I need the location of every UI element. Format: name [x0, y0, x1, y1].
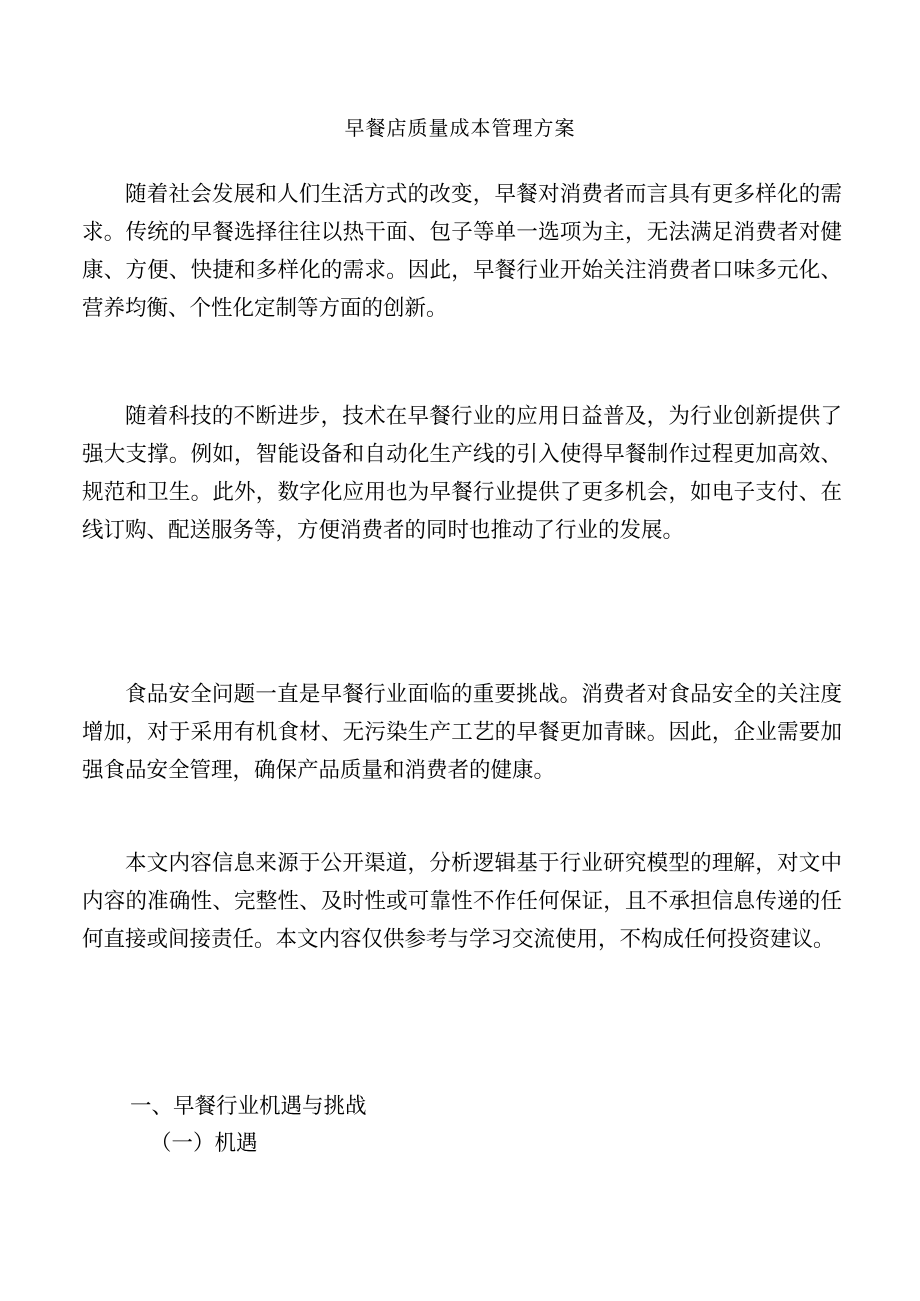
paragraph-food-safety: 食品安全问题一直是早餐行业面临的重要挑战。消费者对食品安全的关注度增加，对于采用有机食材、无污染生产工艺的早餐更加青睐。因此，企业需要加强食品安全管理，确保产品质量和消费者的健康。: [82, 682, 842, 783]
subsection-heading: （一）机遇: [150, 1131, 258, 1156]
paragraph-disclaimer: 本文内容信息来源于公开渠道，分析逻辑基于行业研究模型的理解，对文中内容的准确性、完整性、及时性或可靠性不作任何保证，且不承担信息传递的任何直接或间接责任。本文内容仅供参考与学习交流使用，不构成任何投资建议。: [82, 851, 842, 952]
paragraph-industry-demand: 随着社会发展和人们生活方式的改变，早餐对消费者而言具有更多样化的需求。传统的早餐选择往往以热干面、包子等单一选项为主，无法满足消费者对健康、方便、快捷和多样化的需求。因此，早餐行业开始关注消费者口味多元化、营养均衡、个性化定制等方面的创新。: [82, 182, 842, 321]
document-title: 早餐店质量成本管理方案: [344, 116, 576, 140]
paragraph-technology: 随着科技的不断进步，技术在早餐行业的应用日益普及，为行业创新提供了强大支撑。例如，智能设备和自动化生产线的引入使得早餐制作过程更加高效、规范和卫生。此外，数字化应用也为早餐行业提供了更多机会，如电子支付、在线订购、配送服务等，方便消费者的同时也推动了行业的发展。: [82, 404, 842, 543]
section-heading: 一、早餐行业机遇与挑战: [130, 1094, 367, 1119]
